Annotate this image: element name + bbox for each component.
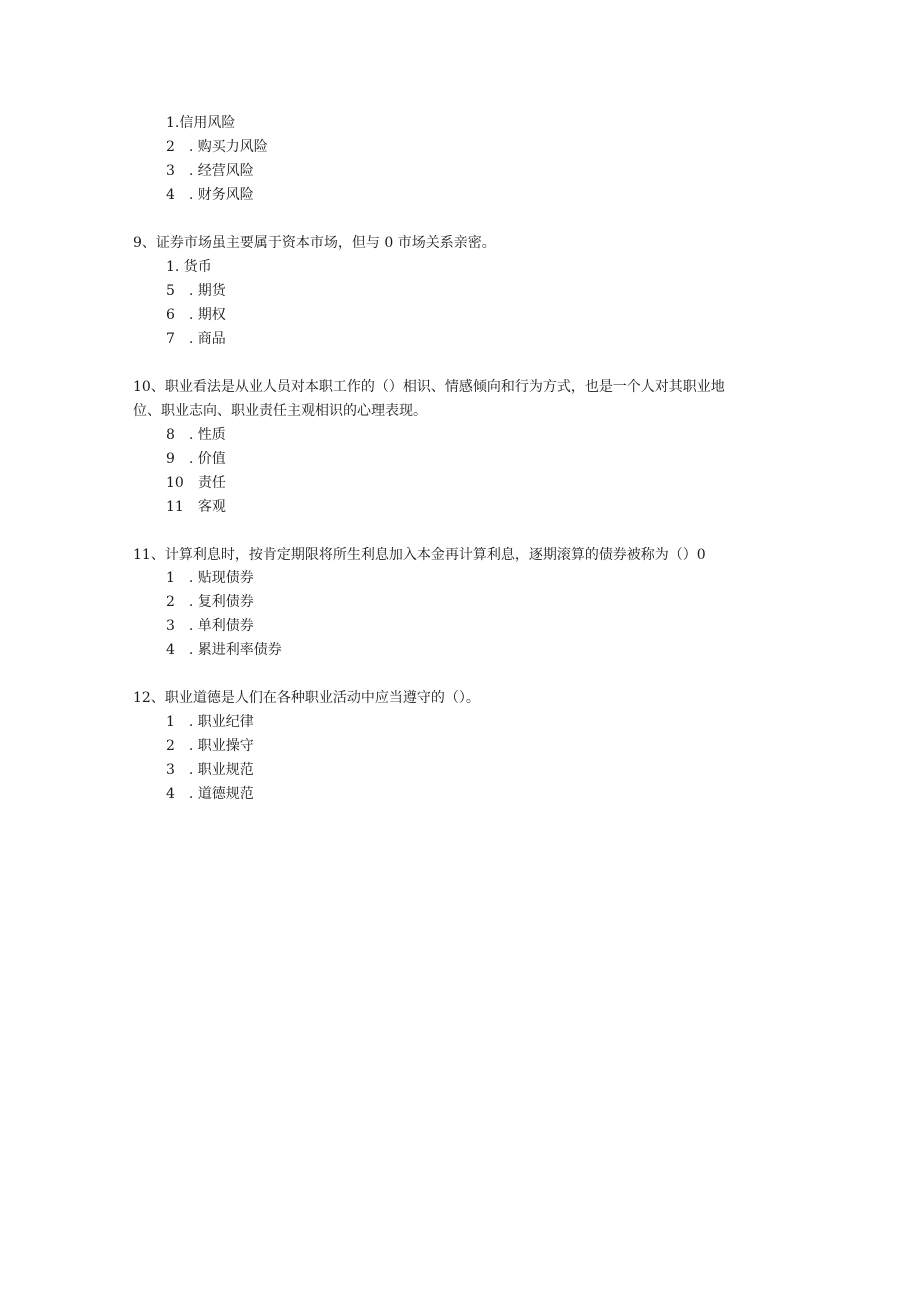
q10-option-2: 9 . 价值: [166, 451, 226, 467]
q11-option-3: 3 . 单利债券: [166, 618, 254, 634]
q8-option-1: 1.信用风险: [166, 115, 236, 131]
q8-option-2: 2 . 购买力风险: [166, 139, 268, 155]
q10-text-line2: 位、职业志向、职业责任主观相识的心理表现。: [133, 403, 427, 419]
q12-option-1: 1 . 职业纪律: [166, 714, 254, 730]
q11-option-4: 4 . 累进利率债券: [166, 642, 282, 658]
q10-text-line1: 10、职业看法是从业人员对本职工作的（）相识、情感倾向和行为方式，也是一个人对其职业地: [133, 379, 725, 395]
q10-option-1: 8 . 性质: [166, 427, 226, 443]
q12-option-4: 4 . 道德规范: [166, 786, 254, 802]
q8-option-4: 4 . 财务风险: [166, 187, 254, 203]
q10-option-3: 10 责任: [166, 475, 226, 491]
q11-option-2: 2 . 复利债券: [166, 594, 254, 610]
q9-option-2: 5 . 期货: [166, 283, 226, 299]
q11-option-1: 1 . 贴现债券: [166, 570, 254, 586]
q10-option-4: 11 客观: [166, 499, 226, 515]
q9-option-3: 6 . 期权: [166, 307, 226, 323]
q11-text: 11、计算利息时，按肯定期限将所生利息加入本金再计算利息，逐期滚算的债券被称为（）0: [133, 547, 706, 563]
q9-option-1: 1. 货币: [166, 259, 212, 275]
q9-option-4: 7 . 商品: [166, 331, 226, 347]
q12-text: 12、职业道德是人们在各种职业活动中应当遵守的（）。: [133, 690, 480, 706]
q12-option-3: 3 . 职业规范: [166, 762, 254, 778]
q9-text: 9、证券市场虽主要属于资本市场，但与 0 市场关系亲密。: [133, 235, 496, 251]
q12-option-2: 2 . 职业操守: [166, 738, 254, 754]
q8-option-3: 3 . 经营风险: [166, 163, 254, 179]
